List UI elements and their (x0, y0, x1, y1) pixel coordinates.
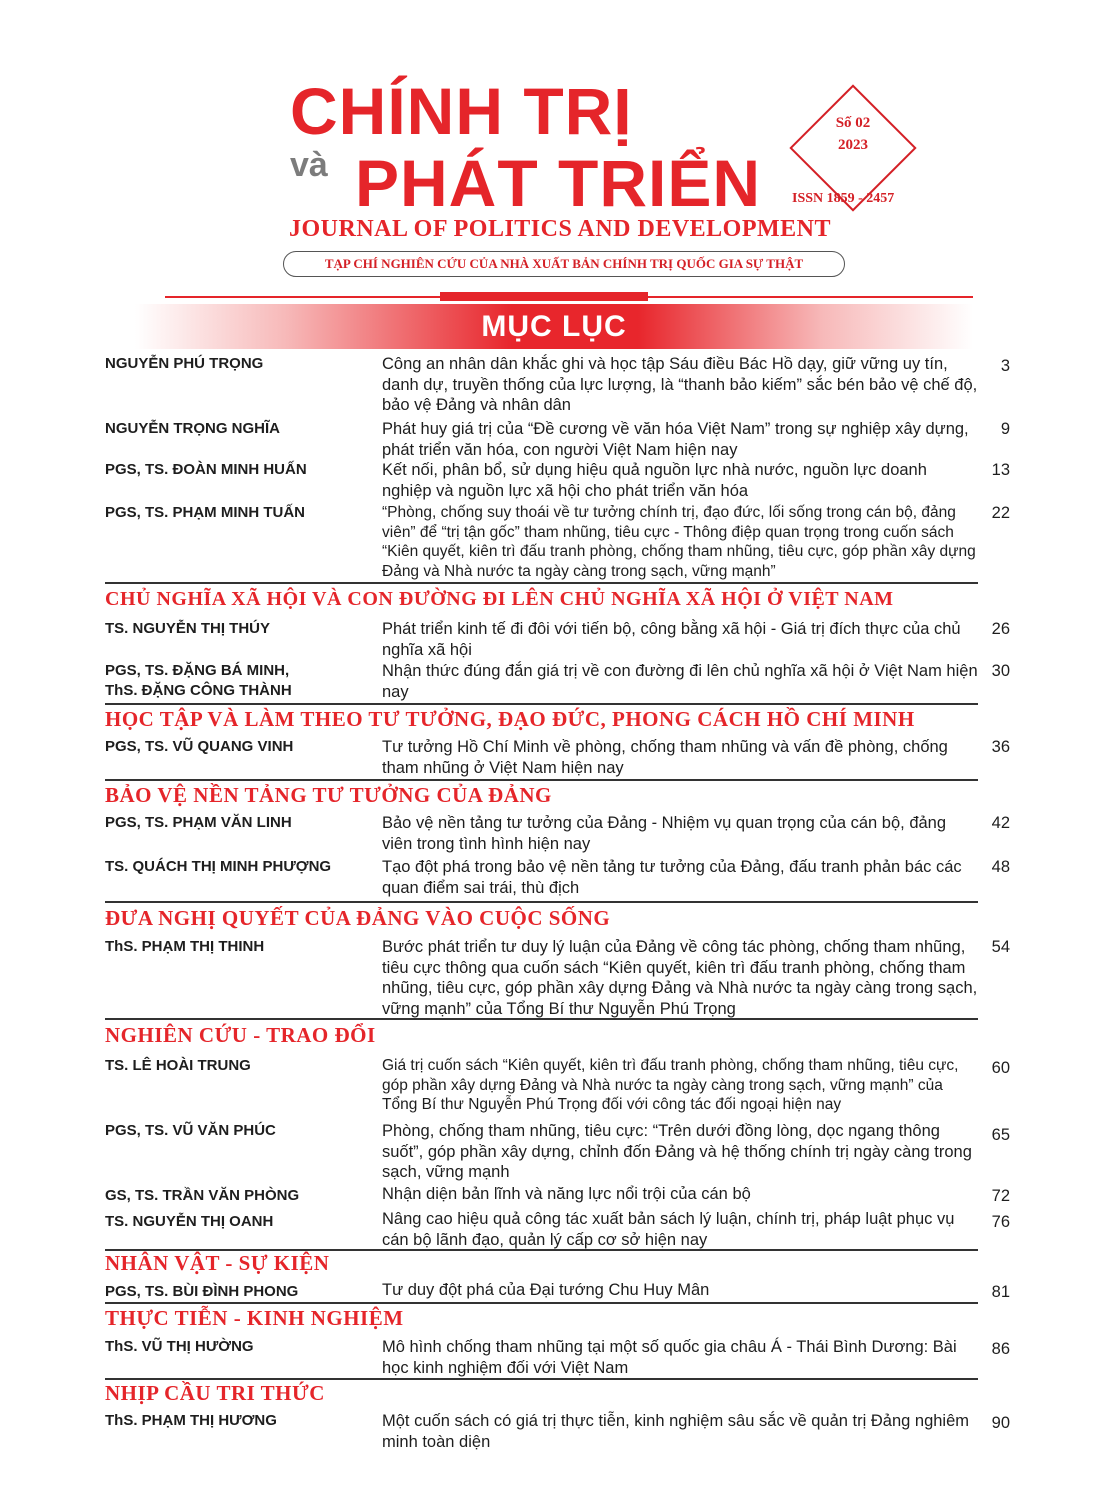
section-divider (105, 1018, 978, 1020)
issue-number (808, 112, 898, 156)
journal-english-name: JOURNAL OF POLITICS AND DEVELOPMENT (289, 216, 832, 242)
entry-author: NGUYỄN PHÚ TRỌNG (105, 355, 264, 372)
toc-title: MỤC LỤC (481, 310, 627, 343)
section-divider (105, 582, 978, 584)
section-heading: NHỊP CẦU TRI THỨC (105, 1381, 325, 1405)
header-divider-accent (440, 292, 648, 301)
entry-author: GS, TS. TRẦN VĂN PHÒNG (105, 1187, 300, 1204)
entry-page: 76 (991, 1213, 1010, 1231)
entry-author: PGS, TS. VŨ VĂN PHÚC (105, 1122, 276, 1139)
masthead-title-line2: PHÁT TRIỂN (355, 146, 761, 220)
entry-author: PGS, TS. PHẠM MINH TUẤN (105, 504, 306, 521)
entry-page: 13 (991, 461, 1010, 479)
entry-page: 3 (1000, 357, 1010, 375)
entry-page: 72 (991, 1187, 1010, 1205)
entry-page: 30 (991, 662, 1010, 680)
section-heading: NHÂN VẬT - SỰ KIỆN (105, 1251, 330, 1275)
entry-author: PGS, TS. BÙI ĐÌNH PHONG (105, 1283, 299, 1300)
section-heading: CHỦ NGHĨA XÃ HỘI VÀ CON ĐƯỜNG ĐI LÊN CHỦ NGHĨA XÃ HỘI Ở VIỆT NAM (105, 588, 894, 610)
entry-page: 22 (991, 504, 1010, 522)
entry-page: 86 (991, 1340, 1010, 1358)
entry-title: Tạo đột phá trong bảo vệ nền tảng tư tưởng của Đảng, đấu tranh phản bác các quan điểm sai trái, thù địch (382, 858, 962, 897)
entry-author: TS. NGUYỄN THỊ THÚY (105, 620, 271, 637)
entry-page: 36 (991, 738, 1010, 756)
entry-page: 9 (1000, 420, 1010, 438)
entry-title: Nhận diện bản lĩnh và năng lực nổi trội của cán bộ (382, 1185, 751, 1203)
entry-title: Phát triển kinh tế đi đôi với tiến bộ, công bằng xã hội - Giá trị đích thực của chủ nghĩa xã hội (382, 620, 961, 659)
entry-author: PGS, TS. ĐOÀN MINH HUẤN (105, 461, 307, 478)
entry-page: 65 (991, 1126, 1010, 1144)
entry-title: Tư duy đột phá của Đại tướng Chu Huy Mân (382, 1281, 710, 1299)
entry-author: PGS, TS. ĐẶNG BÁ MINH, (105, 662, 290, 679)
entry-title: Giá trị cuốn sách “Kiên quyết, kiên trì đấu tranh phòng, chống tham nhũng, tiêu cực, góp phần xây dựng Đảng và Nhà nước ta ngày càng trong sạch, vững mạnh” của Tổng Bí thư Nguyễn Phú Trọng đối với công tác đối ngoại hiện nay (382, 1057, 959, 1113)
section-divider (105, 779, 978, 781)
entry-author: TS. LÊ HOÀI TRUNG (105, 1057, 251, 1074)
entry-title: Công an nhân dân khắc ghi và học tập Sáu điều Bác Hồ dạy, giữ vững uy tín, danh dự, truyền thống của lực lượng, là “thanh bảo kiếm” sắc bén bảo vệ chế độ, bảo vệ Đảng và nhân dân (382, 355, 978, 414)
entry-author: PGS, TS. PHẠM VĂN LINH (105, 814, 292, 831)
issue-year: 2023 (838, 137, 868, 153)
entry-title: Mô hình chống tham nhũng tại một số quốc gia châu Á - Thái Bình Dương: Bài học kinh nghiệm đối với Việt Nam (382, 1338, 957, 1377)
issue-label: Số 02 (835, 115, 871, 131)
entry-page: 54 (991, 938, 1010, 956)
entry-title: “Phòng, chống suy thoái về tư tưởng chính trị, đạo đức, lối sống trong cán bộ, đảng viên” để “trị tận gốc” tham nhũng, tiêu cực - Thông điệp quan trọng trong cuốn sách “Kiên quyết, kiên trì đấu tranh phòng, chống tham nhũng, tiêu cực, góp phần xây dựng Đảng và Nhà nước ta ngày càng trong sạch, vững mạnh” (382, 504, 976, 580)
entry-page: 48 (991, 858, 1010, 876)
section-divider (105, 1302, 978, 1304)
masthead-title-va: và (290, 146, 328, 184)
entry-title: Phòng, chống tham nhũng, tiêu cực: “Trên dưới đồng lòng, dọc ngang thông suốt”, góp phần xây dựng, chỉnh đốn Đảng và hệ thống chính trị ngày càng trong sạch, vững mạnh (382, 1122, 972, 1181)
entry-title: Nhận thức đúng đắn giá trị về con đường đi lên chủ nghĩa xã hội ở Việt Nam hiện nay (382, 662, 978, 701)
entry-page: 90 (991, 1414, 1010, 1432)
section-divider (105, 703, 978, 705)
entry-title: Nâng cao hiệu quả công tác xuất bản sách lý luận, chính trị, pháp luật phục vụ cán bộ lãnh đạo, quản lý cấp cơ sở hiện nay (382, 1210, 955, 1249)
entry-title: Bảo vệ nền tảng tư tưởng của Đảng - Nhiệm vụ quan trọng của cán bộ, đảng viên trong tình hình hiện nay (382, 814, 947, 853)
entry-author: NGUYỄN TRỌNG NGHĨA (105, 420, 281, 437)
entry-page: 81 (991, 1283, 1010, 1301)
entry-title: Một cuốn sách có giá trị thực tiễn, kinh nghiệm sâu sắc về quản trị Đảng nghiêm minh toàn diện (382, 1412, 970, 1451)
issn-label: ISSN 1859 - 2457 (792, 191, 895, 206)
entry-title: Tư tưởng Hồ Chí Minh về phòng, chống tham nhũng và vấn đề phòng, chống tham nhũng ở Việt Nam hiện nay (382, 738, 948, 777)
section-heading: THỰC TIỄN - KINH NGHIỆM (105, 1306, 404, 1330)
entry-title: Phát huy giá trị của “Đề cương về văn hóa Việt Nam” trong sự nghiệp xây dựng, phát triển văn hóa, con người Việt Nam hiện nay (382, 420, 969, 459)
entry-author: PGS, TS. VŨ QUANG VINH (105, 738, 294, 755)
entry-author: ThS. VŨ THỊ HƯỜNG (105, 1338, 254, 1355)
publisher-pill: TẠP CHÍ NGHIÊN CỨU CỦA NHÀ XUẤT BẢN CHÍNH TRỊ QUỐC GIA SỰ THẬT (283, 251, 845, 277)
entry-author: TS. NGUYỄN THỊ OANH (105, 1213, 274, 1230)
entry-page: 26 (991, 620, 1010, 638)
section-heading: HỌC TẬP VÀ LÀM THEO TƯ TƯỞNG, ĐẠO ĐỨC, PHONG CÁCH HỒ CHÍ MINH (105, 707, 915, 731)
section-divider (105, 901, 978, 903)
section-heading: BẢO VỆ NỀN TẢNG TƯ TƯỞNG CỦA ĐẢNG (105, 783, 552, 807)
entry-page: 42 (991, 814, 1010, 832)
entry-author: ThS. PHẠM THỊ THINH (105, 938, 265, 955)
entry-author: ThS. PHẠM THỊ HƯƠNG (105, 1412, 277, 1429)
section-heading: NGHIÊN CỨU - TRAO ĐỔI (105, 1023, 376, 1047)
entry-author-secondary: ThS. ĐẶNG CÔNG THÀNH (105, 682, 292, 699)
entry-author: TS. QUÁCH THỊ MINH PHƯỢNG (105, 858, 332, 875)
masthead-title-line1: CHÍNH TRỊ (290, 74, 633, 148)
entry-title: Kết nối, phân bổ, sử dụng hiệu quả nguồn lực nhà nước, nguồn lực doanh nghiệp và nguồn lực xã hội cho phát triển văn hóa (382, 461, 927, 500)
entry-page: 60 (991, 1059, 1010, 1077)
entry-title: Bước phát triển tư duy lý luận của Đảng về công tác phòng, chống tham nhũng, tiêu cực thông qua cuốn sách “Kiên quyết, kiên trì đấu tranh phòng, chống tham nhũng, tiêu cực, góp phần xây dựng Đảng và Nhà nước ta ngày càng trong sạch, vững mạnh” của Tổng Bí thư Nguyễn Phú Trọng (382, 938, 978, 1018)
section-heading: ĐƯA NGHỊ QUYẾT CỦA ĐẢNG VÀO CUỘC SỐNG (105, 906, 611, 930)
